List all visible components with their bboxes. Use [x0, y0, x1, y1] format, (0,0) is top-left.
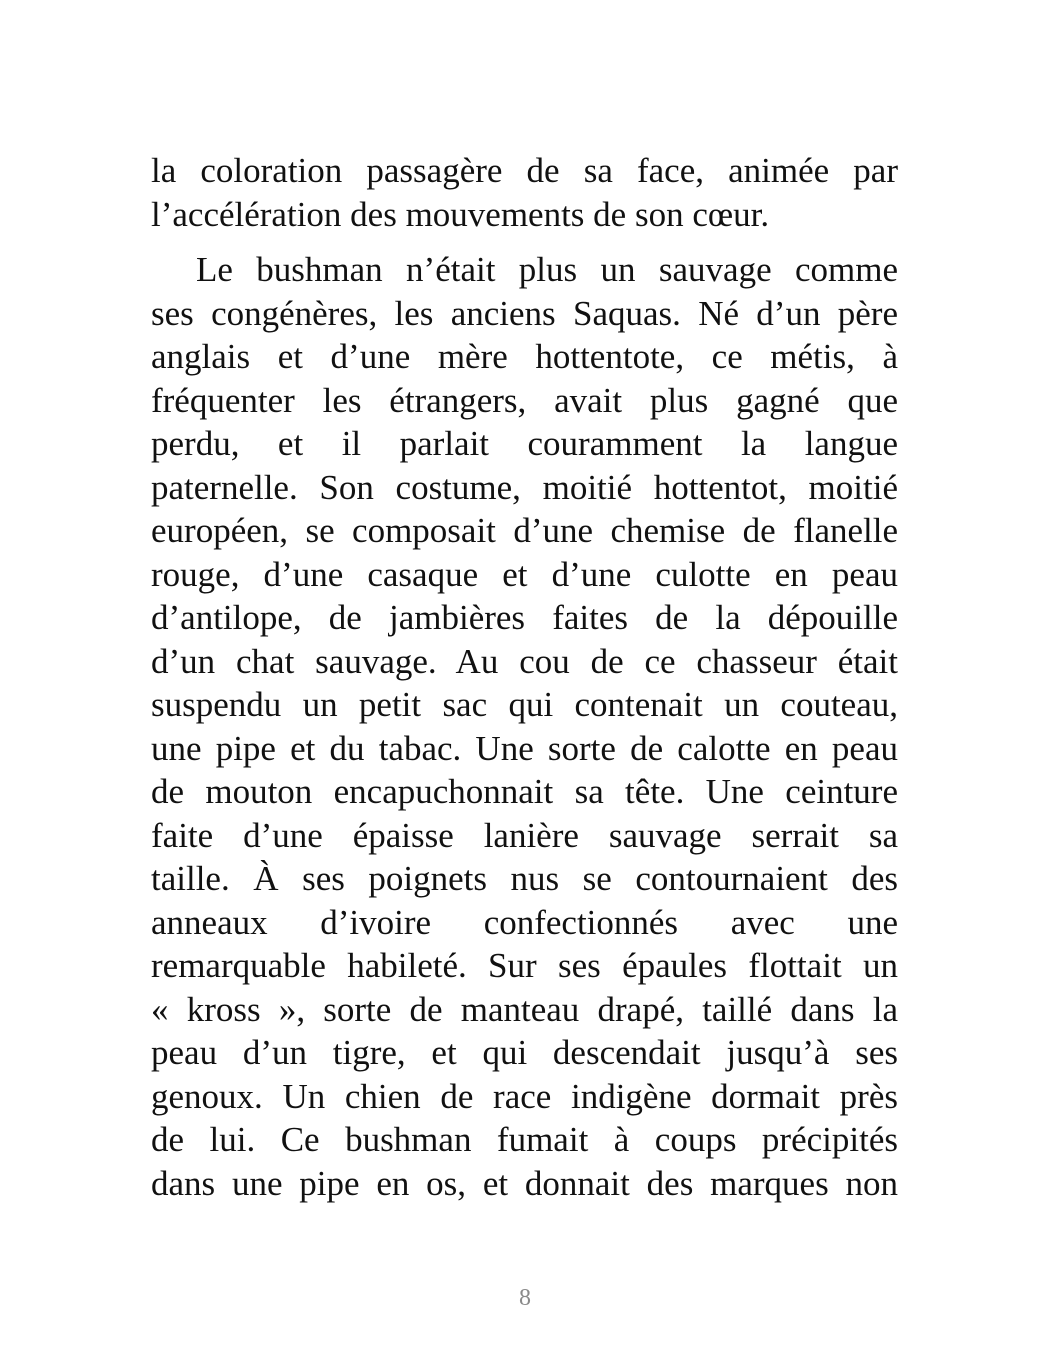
text-line: perdu, et il parlait couramment la langue — [151, 424, 898, 463]
text-line: dans une pipe en os, et donnait des marques non — [151, 1163, 898, 1203]
text-line: de mouton encapuchonnait sa tête. Une ceinture — [151, 772, 898, 811]
text-line: européen, se composait d’une chemise de flanelle — [151, 511, 898, 550]
text-line: paternelle. Son costume, moitié hottentot, moitié — [151, 467, 898, 507]
text-line: d’un chat sauvage. Au cou de ce chasseur était — [151, 641, 898, 681]
text-line: peau d’un tigre, et qui descendait jusqu’à ses — [151, 1033, 898, 1072]
text-line: suspendu un petit sac qui contenait un couteau, — [151, 685, 898, 724]
text-line: fréquenter les étrangers, avait plus gagné que — [151, 380, 898, 420]
paragraph-1 — [151, 149, 898, 236]
text-line: anglais et d’une mère hottentote, ce métis, à — [151, 337, 898, 376]
text-line: Le bushman n’était plus un sauvage comme — [196, 250, 898, 289]
text-line: faite d’une épaisse lanière sauvage serrait sa — [151, 815, 898, 855]
text-line: ses congénères, les anciens Saquas. Né d’un père — [151, 293, 898, 333]
text-line: de lui. Ce bushman fumait à coups précipités — [151, 1120, 898, 1159]
text-line: d’antilope, de jambières faites de la dépouille — [151, 598, 898, 637]
text-line: rouge, d’une casaque et d’une culotte en peau — [151, 554, 898, 594]
text-line: anneaux d’ivoire confectionnés avec une — [151, 902, 898, 942]
text-line: une pipe et du tabac. Une sorte de calotte en peau — [151, 728, 898, 768]
text-line: « kross », sorte de manteau drapé, taillé dans la — [151, 989, 898, 1029]
text-line: taille. À ses poignets nus se contournaient des — [151, 859, 898, 898]
text-line: l’accélération des mouvements de son cœur. — [151, 194, 770, 234]
paragraph-2 — [151, 248, 898, 1205]
text-line: genoux. Un chien de race indigène dormait près — [151, 1076, 898, 1116]
body-text — [151, 149, 898, 1205]
paragraph-gap — [151, 236, 898, 248]
text-line: remarquable habileté. Sur ses épaules flottait un — [151, 946, 898, 985]
page-number: 8 — [519, 1285, 531, 1311]
text-line: la coloration passagère de sa face, animée par — [151, 151, 898, 190]
